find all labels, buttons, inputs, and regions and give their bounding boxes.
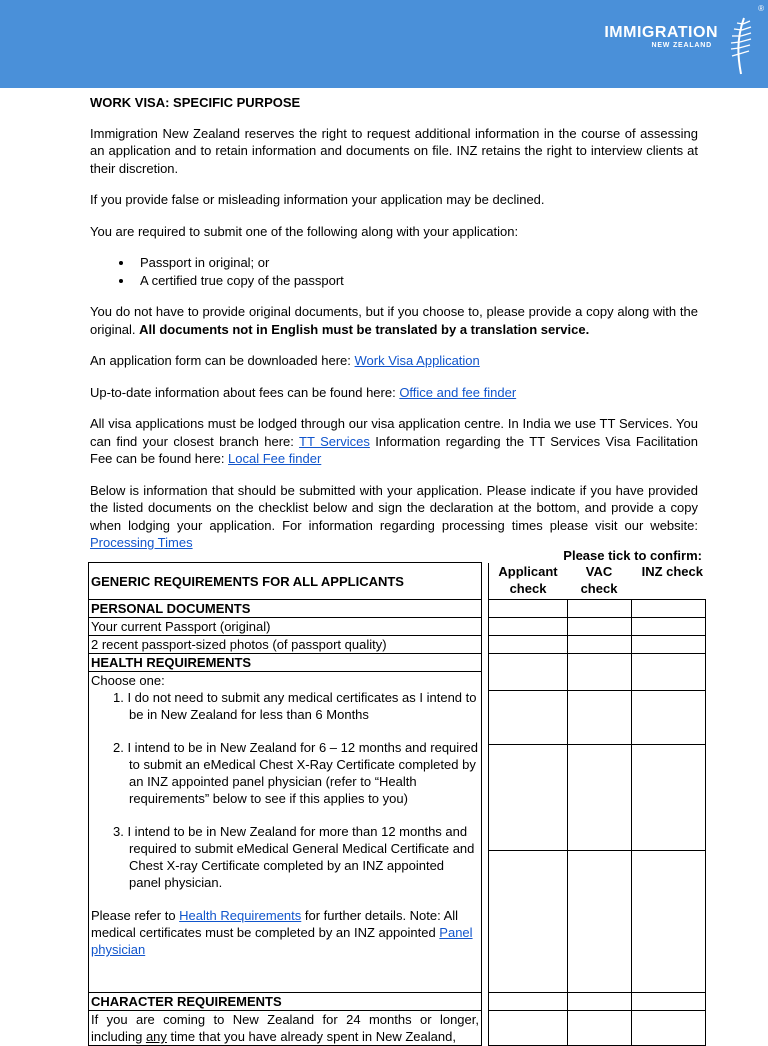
table-row xyxy=(89,654,706,672)
health-option-3: 3. I intend to be in New Zealand for more than 12 months and required to submit eMedical General Medical Certificate and Chest X-ray Certificate completed by an INZ appointed panel physician. xyxy=(113,824,475,890)
paragraph-submit: You are required to submit one of the following along with your application: xyxy=(90,223,519,239)
health-option-1: 1. I do not need to submit any medical certificates as I intend to be in New Zealand for less than 6 Months xyxy=(113,690,477,722)
character-requirements-heading: CHARACTER REQUIREMENTS xyxy=(89,993,482,1011)
originals-text: You do not have to provide original documents, but if you choose to, please provide a copy along with the original. xyxy=(90,304,698,337)
inz-checkbox[interactable] xyxy=(632,851,705,956)
inz-check-cell xyxy=(631,600,705,618)
health-requirements-link[interactable]: Health Requirements xyxy=(179,908,302,923)
inz-checkbox[interactable] xyxy=(632,691,705,745)
logo-line2: NEW ZEALAND xyxy=(651,42,712,49)
inz-check-header: INZ check xyxy=(641,563,703,579)
applicant-option-checks xyxy=(489,672,568,993)
column-gap xyxy=(482,654,489,672)
vac-option-checks xyxy=(567,672,631,993)
page-title: WORK VISA: SPECIFIC PURPOSE xyxy=(90,95,301,110)
tick-confirm-heading: Please tick to confirm: xyxy=(563,548,702,563)
table-row xyxy=(89,672,706,993)
paragraph-originals xyxy=(90,303,698,338)
vac-checkbox[interactable] xyxy=(568,851,631,956)
health-refer-note xyxy=(91,907,479,958)
silver-fern-icon xyxy=(726,14,756,76)
local-fee-finder-link[interactable]: Local Fee finder xyxy=(228,451,322,466)
choose-one-label: Choose one: xyxy=(91,673,165,688)
vac-checkbox[interactable] xyxy=(568,745,631,851)
table-header-row xyxy=(89,563,706,600)
table-row xyxy=(89,600,706,618)
vac-checkbox[interactable] xyxy=(567,636,631,654)
applicant-checkbox[interactable] xyxy=(489,636,568,654)
processing-times-link[interactable]: Processing Times xyxy=(90,535,193,550)
refer-text: Please refer to xyxy=(91,908,180,923)
column-gap xyxy=(482,600,489,618)
health-option-2: 2. I intend to be in New Zealand for 6 – 12 months and required to submit an eMedical Chest X-Ray Certificate completed by an INZ appointed panel physician (refer to “Health requirements” below to see if this applies to you) xyxy=(113,740,478,806)
char-text-b: time that you have already spent in New Zealand, xyxy=(166,1029,456,1044)
vac-fee-text: Information regarding the TT Services Visa Facilitation Fee can be found here: xyxy=(90,433,698,466)
translation-note: All documents not in English must be translated by a translation service. xyxy=(139,321,590,337)
health-options-cell xyxy=(89,672,482,993)
applicant-check-cell xyxy=(489,993,568,1011)
column-gap xyxy=(482,1011,489,1046)
inz-checkbox[interactable] xyxy=(631,1011,705,1046)
inz-check-cell xyxy=(631,993,705,1011)
office-fee-finder-link[interactable]: Office and fee finder xyxy=(399,384,517,400)
vac-checkbox[interactable] xyxy=(567,1011,631,1046)
header-banner xyxy=(0,0,768,88)
paragraph-fees xyxy=(90,384,698,402)
applicant-checkbox[interactable] xyxy=(489,618,568,636)
column-gap xyxy=(482,618,489,636)
work-visa-application-link[interactable]: Work Visa Application xyxy=(354,353,480,368)
health-requirements-heading: HEALTH REQUIREMENTS xyxy=(89,654,482,672)
column-gap xyxy=(482,993,489,1011)
inz-option-checks xyxy=(631,672,705,993)
character-requirement-text xyxy=(89,1011,482,1046)
vac-check-cell xyxy=(567,600,631,618)
vac-text: All visa applications must be lodged through our visa application centre. In India we use TT Services. You can find your closest branch here: xyxy=(90,416,698,449)
inz-checkbox[interactable] xyxy=(632,745,705,851)
passport-requirement: Your current Passport (original) xyxy=(89,618,482,636)
vac-checkbox[interactable] xyxy=(567,618,631,636)
generic-requirements-heading: GENERIC REQUIREMENTS FOR ALL APPLICANTS xyxy=(89,563,482,600)
applicant-checkbox[interactable] xyxy=(489,745,567,851)
document-body xyxy=(90,94,698,566)
applicant-checkbox[interactable] xyxy=(489,1011,568,1046)
vac-check-header: VAC check xyxy=(580,563,618,596)
immigration-nz-logo xyxy=(604,24,718,49)
inz-checkbox[interactable] xyxy=(631,636,705,654)
table-row xyxy=(89,618,706,636)
photos-requirement: 2 recent passport-sized photos (of passport quality) xyxy=(89,636,482,654)
applicant-check-cell xyxy=(489,600,568,618)
vac-checkbox[interactable] xyxy=(568,691,631,745)
paragraph-false-info: If you provide false or misleading information your application may be declined. xyxy=(90,192,545,207)
char-text-any: any xyxy=(145,1029,167,1044)
personal-documents-heading: PERSONAL DOCUMENTS xyxy=(89,600,482,618)
requirements-checklist xyxy=(88,562,706,1046)
applicant-checkbox[interactable] xyxy=(489,851,567,956)
vac-check-cell xyxy=(567,654,631,672)
applicant-check-cell xyxy=(489,654,568,672)
application-form-text: An application form can be downloaded here: xyxy=(90,353,355,368)
paragraph-rights: Immigration New Zealand reserves the right to request additional information in the course of assessing an application and to retain information and documents on file. INZ retains the right to interview clients at their discretion. xyxy=(90,125,698,176)
tt-services-link[interactable]: TT Services xyxy=(299,433,370,449)
panel-physician-link[interactable]: Panel physician xyxy=(91,925,473,957)
paragraph-application-form xyxy=(90,352,698,370)
table-row xyxy=(89,993,706,1011)
column-gap xyxy=(482,672,489,993)
table-row xyxy=(89,636,706,654)
inz-checkbox[interactable] xyxy=(631,618,705,636)
column-gap xyxy=(482,636,489,654)
paragraph-vac xyxy=(90,415,698,468)
list-item: • Passport in original; or xyxy=(134,254,698,272)
logo-line1: IMMIGRATION xyxy=(604,24,718,41)
refer-note-text: for further details. Note: All medical certificates must be completed by an INZ appointed xyxy=(91,908,459,940)
fees-text: Up-to-date information about fees can be found here: xyxy=(90,384,400,400)
applicant-check-header: Applicant check xyxy=(498,563,558,596)
registered-mark: ® xyxy=(758,4,764,13)
list-item: • A certified true copy of the passport xyxy=(134,272,698,290)
passport-options-list xyxy=(90,254,698,289)
checklist-text: Below is information that should be submitted with your application. Please indicate if you have provided the listed documents on the checklist below and sign the declaration at the bottom, and provide a copy when lodging your application. For information regarding processing times please visit our website: xyxy=(90,482,698,533)
table-row xyxy=(89,1011,706,1046)
inz-check-cell xyxy=(631,654,705,672)
paragraph-checklist xyxy=(90,482,698,552)
vac-check-cell xyxy=(567,993,631,1011)
char-text-a: If you are coming to New Zealand for 24 months or longer, including xyxy=(91,1012,479,1044)
applicant-checkbox[interactable] xyxy=(489,691,567,745)
column-gap xyxy=(482,563,489,600)
